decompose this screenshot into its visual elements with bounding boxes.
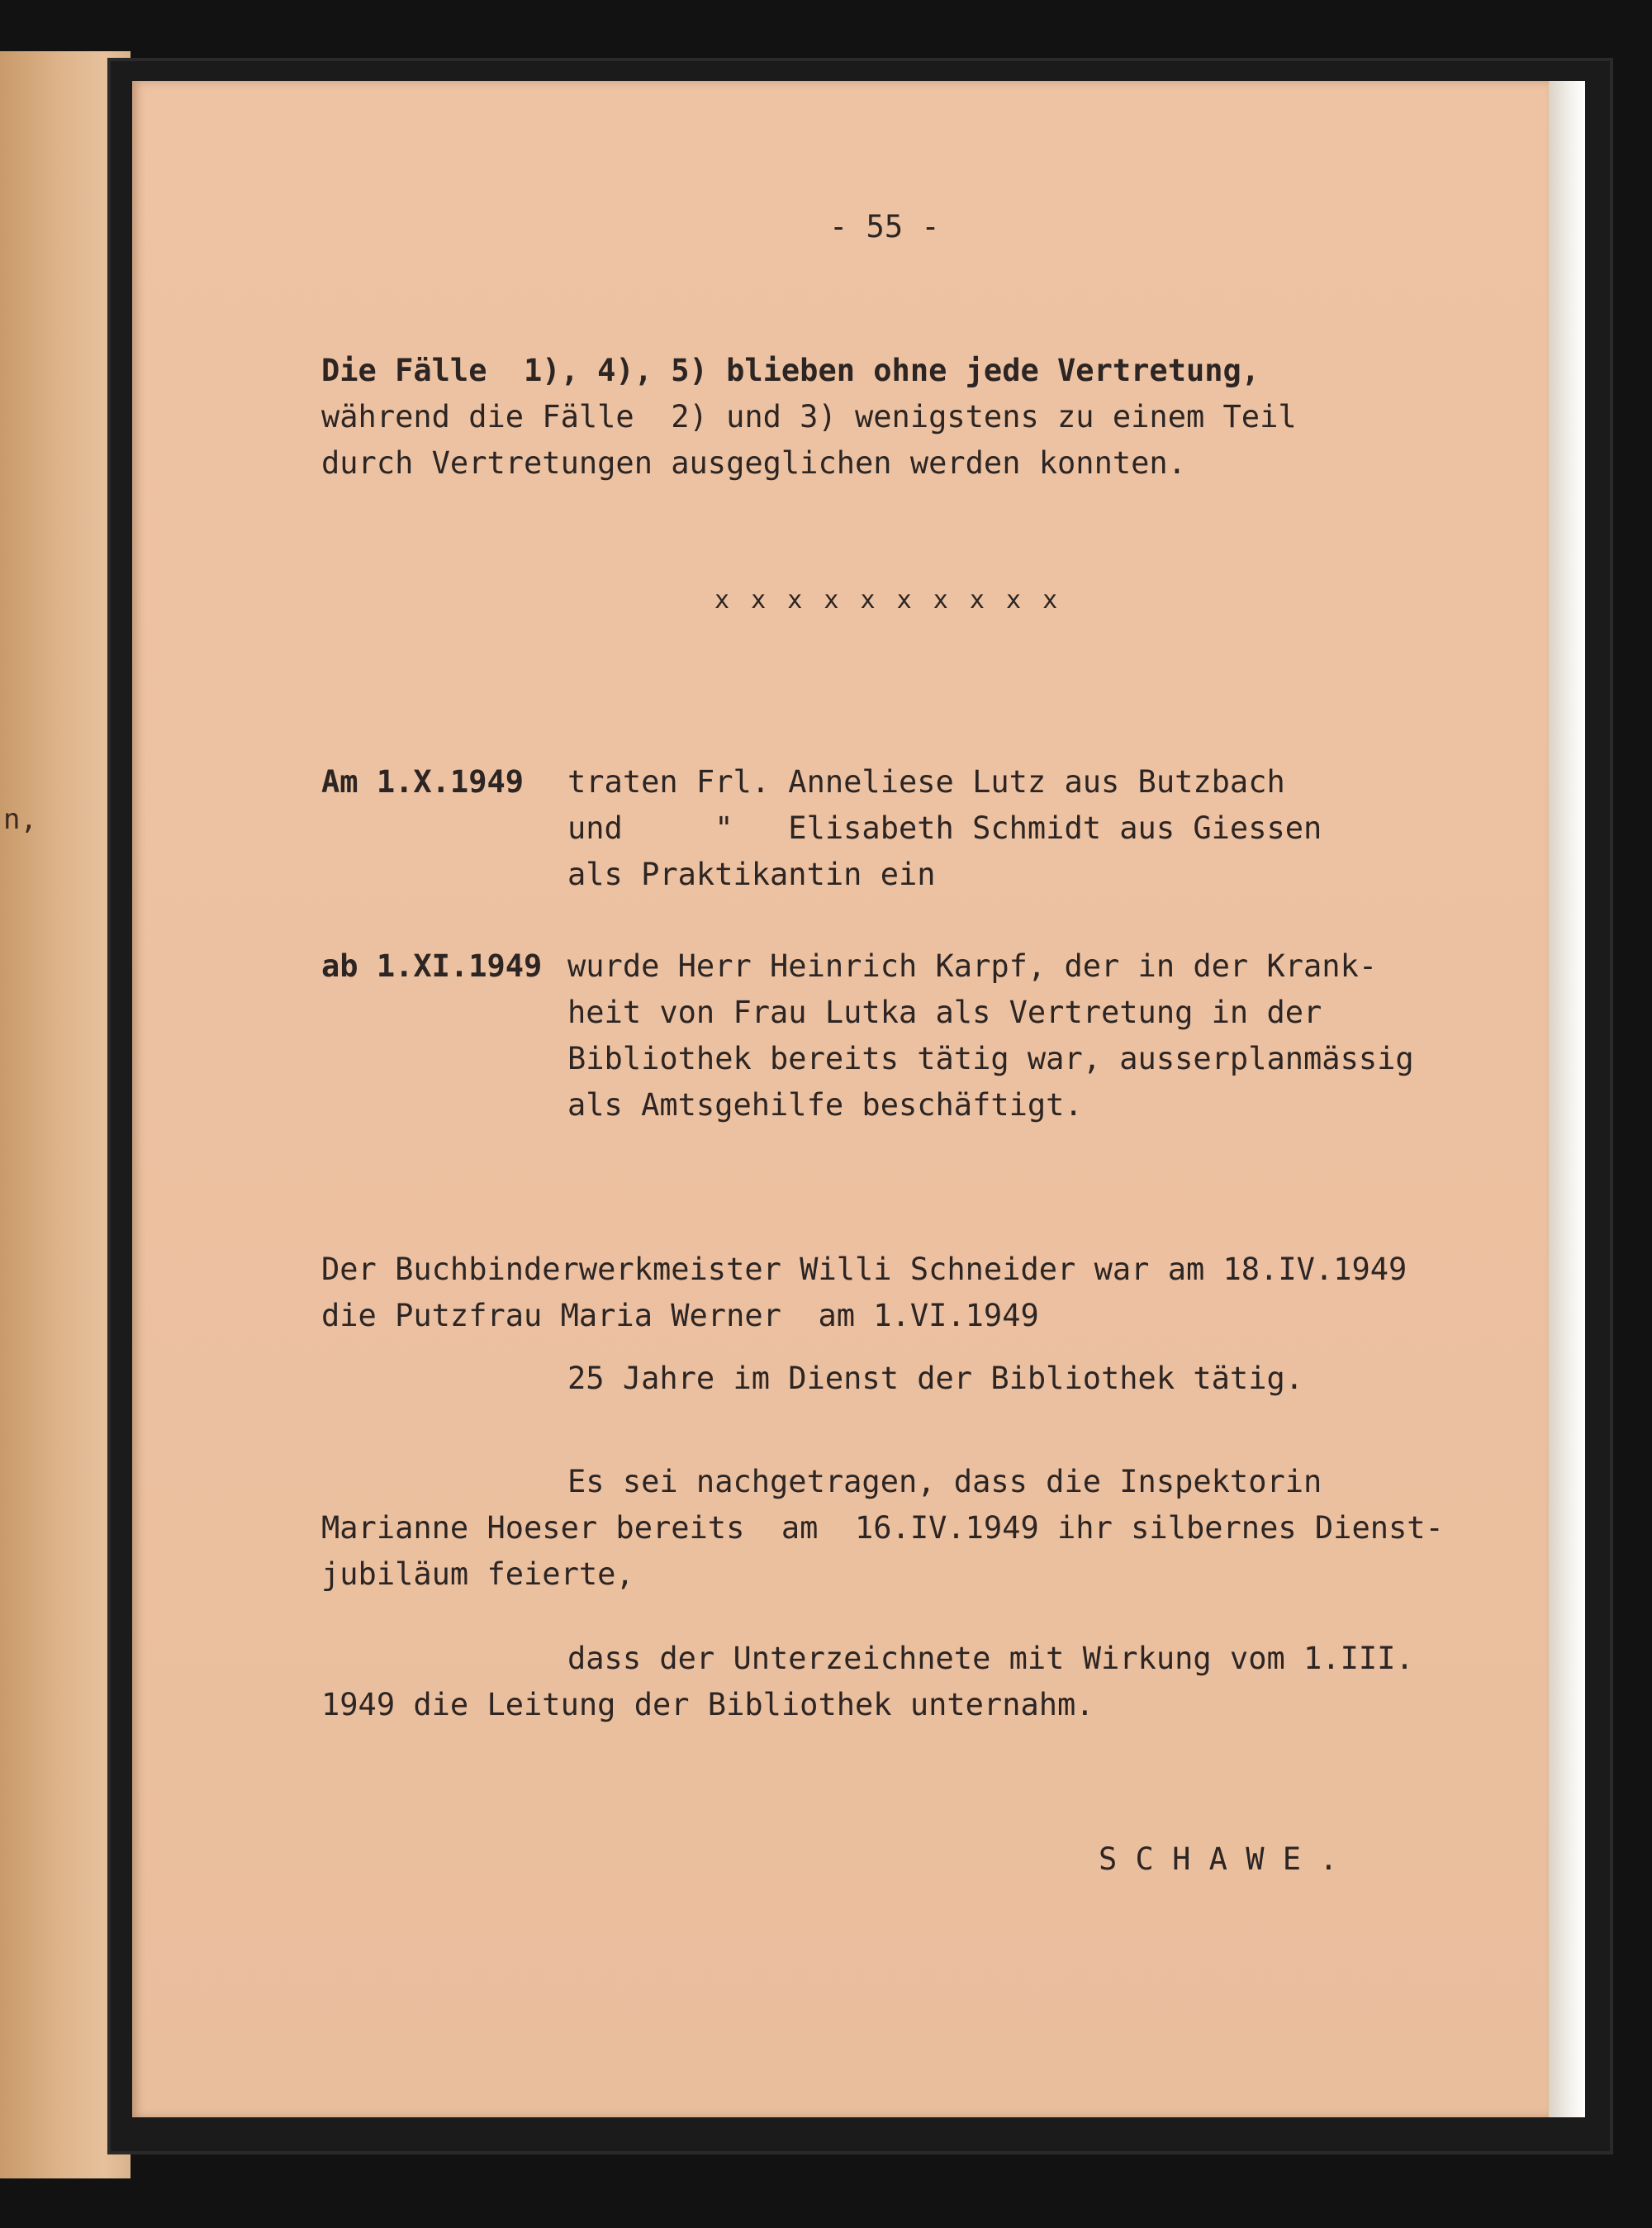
addendum1-line2: Marianne Hoeser bereits am 16.IV.1949 ihr silbernes Dienst- <box>321 1510 1444 1546</box>
signature: S C H A W E . <box>1099 1841 1338 1877</box>
addendum1-line3: jubiläum feierte, <box>321 1556 634 1592</box>
addendum2-line2: 1949 die Leitung der Bibliothek unternahm. <box>321 1687 1094 1722</box>
entry1-line2: und " Elisabeth Schmidt aus Giessen <box>567 810 1322 846</box>
page-number: - 55 - <box>829 209 940 245</box>
entry1-date: Am 1.X.1949 <box>321 764 525 800</box>
page-edge <box>1549 81 1585 2117</box>
para1-line2: während die Fälle 2) und 3) wenigstens zu einem Teil <box>321 399 1297 435</box>
entry2-line3: Bibliothek bereits tätig war, ausserplanmässig <box>567 1041 1414 1076</box>
jubilee-line1: Der Buchbinderwerkmeister Willi Schneider war am 18.IV.1949 <box>321 1252 1408 1287</box>
facing-page-margin-mark: n, <box>3 803 37 836</box>
entry2-date: ab 1.XI.1949 <box>321 948 543 984</box>
entry2-line4: als Amtsgehilfe beschäftigt. <box>567 1087 1083 1123</box>
para1-line3: durch Vertretungen ausgeglichen werden konnten. <box>321 445 1186 481</box>
entry1-line3: als Praktikantin ein <box>567 857 936 892</box>
addendum1-line1: Es sei nachgetragen, dass die Inspektorin <box>567 1464 1322 1499</box>
jubilee-line3: 25 Jahre im Dienst der Bibliothek tätig. <box>567 1361 1304 1396</box>
para1-line1: Die Fälle 1), 4), 5) blieben ohne jede Vertretung, <box>321 353 1260 388</box>
entry2-line2: heit von Frau Lutka als Vertretung in der <box>567 995 1322 1030</box>
separator-marks: x x x x x x x x x x <box>714 586 1061 615</box>
jubilee-line2: die Putzfrau Maria Werner am 1.VI.1949 <box>321 1298 1039 1333</box>
entry1-line1: traten Frl. Anneliese Lutz aus Butzbach <box>567 764 1285 800</box>
addendum2-line1: dass der Unterzeichnete mit Wirkung vom 1.III. <box>567 1641 1414 1676</box>
document-page <box>132 81 1549 2117</box>
entry2-line1: wurde Herr Heinrich Karpf, der in der Krank- <box>567 948 1378 984</box>
